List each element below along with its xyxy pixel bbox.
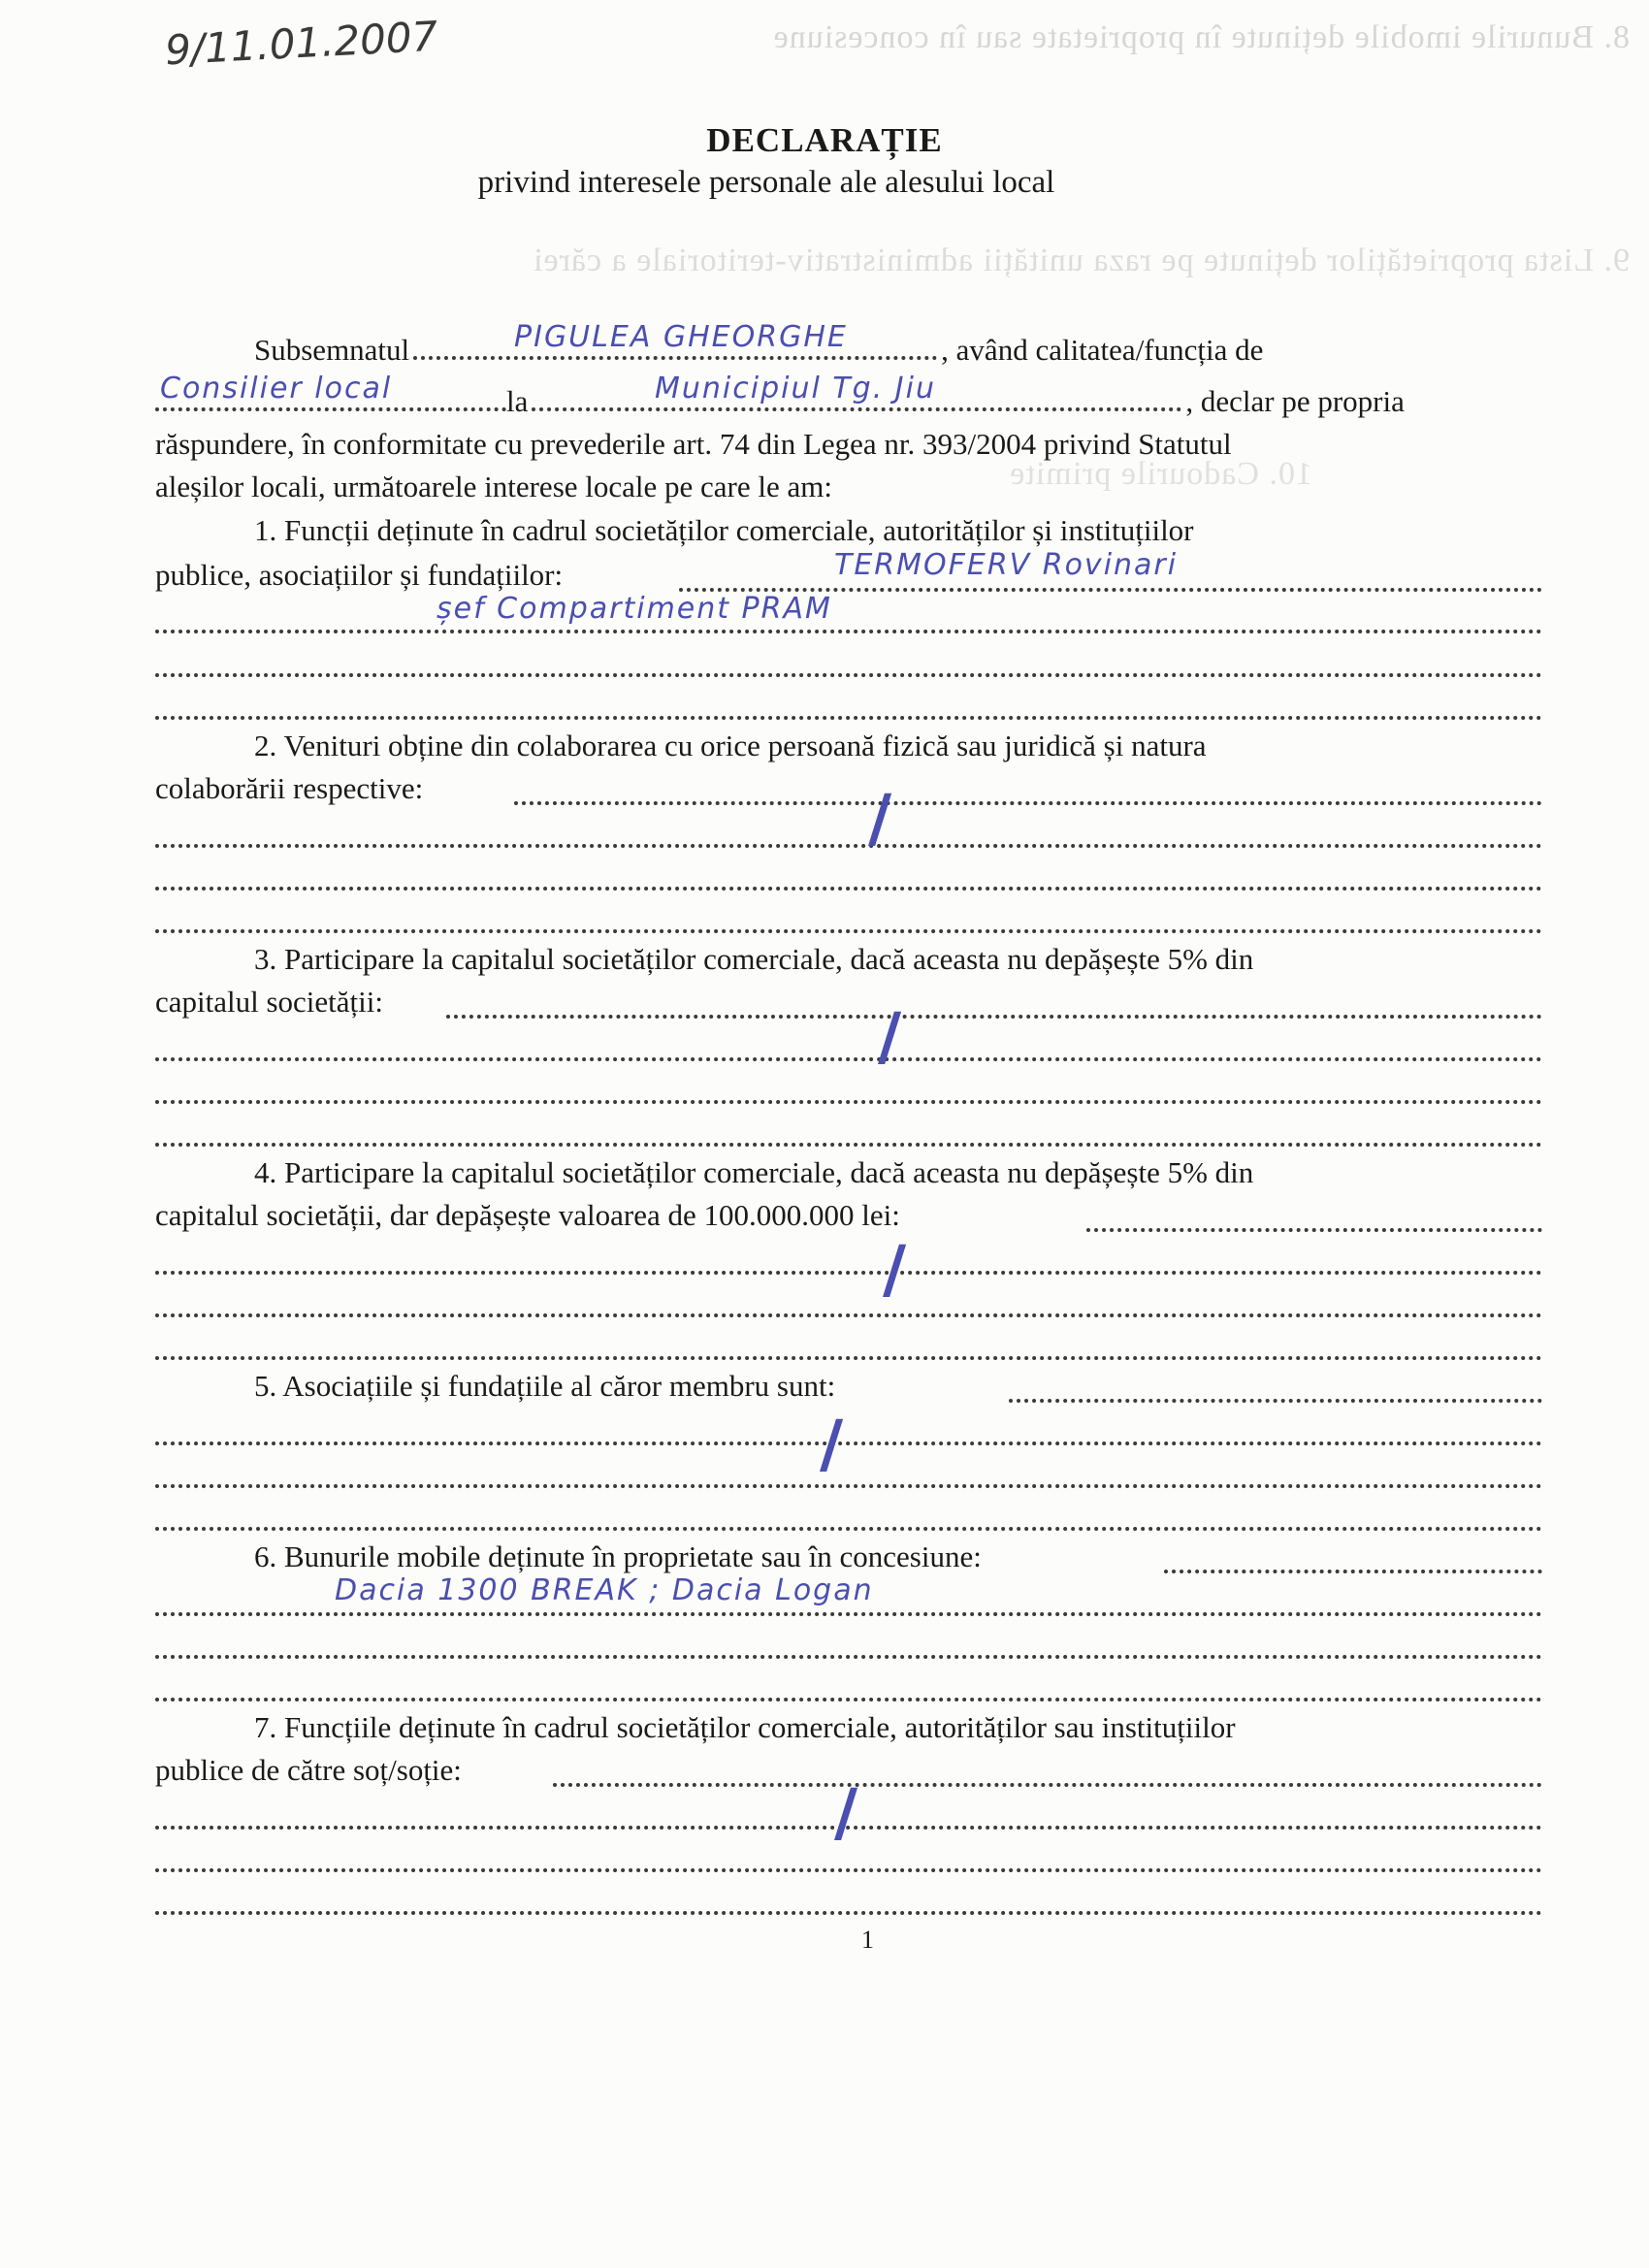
intro-line-1 xyxy=(254,330,1649,371)
dotted-line xyxy=(155,1053,1542,1061)
intro-la-label: la xyxy=(506,384,529,418)
dotted-line xyxy=(155,1139,1542,1147)
bleed-through-text: 10. Cadourile primite xyxy=(1009,456,1312,492)
dotted-line xyxy=(155,669,1542,677)
dotted-line xyxy=(155,1694,1542,1701)
dotted-line xyxy=(155,1438,1542,1445)
section-6-line-1: 6. Bunurile mobile deținute în proprietate sau în concesiune: xyxy=(254,1539,982,1573)
registration-number: 9/11.01.2007 xyxy=(163,12,439,75)
bleed-through-text: 8. Bunurile imobile deținute în proprietate sau în concesiune xyxy=(772,19,1630,55)
section-4-answer: / xyxy=(883,1232,907,1307)
dotted-line xyxy=(514,797,1542,805)
bleed-through-text: 9. Lista proprietăților deținute pe raza unității administrativ-teritoriale a cărei xyxy=(533,243,1630,278)
intro-declar-label: , declar pe propria xyxy=(1185,384,1405,418)
section-3-line-1: 3. Participare la capitalul societăților comerciale, dacă aceasta nu depășește 5% din xyxy=(254,942,1254,976)
dotted-line xyxy=(155,1310,1542,1317)
name-handwritten: PIGULEA GHEORGHE xyxy=(514,320,848,354)
section-2-line-2: colaborării respective: xyxy=(155,771,424,805)
dotted-line xyxy=(446,1011,1542,1019)
intro-subsemnatul-label: Subsemnatul xyxy=(254,333,410,367)
section-5-line-1: 5. Asociațiile și fundațiile al căror membru sunt: xyxy=(254,1369,836,1403)
dotted-line xyxy=(155,840,1542,848)
dotted-line xyxy=(155,1523,1542,1531)
dotted-line xyxy=(155,626,1542,633)
dotted-line xyxy=(155,883,1542,891)
section-3-line-2: capitalul societății: xyxy=(155,985,383,1019)
dotted-line xyxy=(155,1096,1542,1104)
dotted-line xyxy=(155,1651,1542,1659)
section-5-answer: / xyxy=(820,1407,844,1481)
intro-functia-label: , având calitatea/funcția de xyxy=(941,333,1264,367)
dotted-line xyxy=(155,712,1542,720)
page-number: 1 xyxy=(861,1926,874,1954)
section-6-answer: Dacia 1300 BREAK ; Dacia Logan xyxy=(335,1573,874,1607)
dotted-line xyxy=(155,925,1542,933)
document-subtitle: privind interesele personale ale alesului local xyxy=(477,165,1055,200)
dotted-line xyxy=(155,1480,1542,1488)
dotted-line xyxy=(553,1779,1542,1787)
section-2-line-1: 2. Venituri obține din colaborarea cu orice persoană fizică sau juridică și natura xyxy=(254,729,1207,762)
section-4-line-1: 4. Participare la capitalul societăților comerciale, dacă aceasta nu depășește 5% din xyxy=(254,1155,1254,1189)
section-3-answer: / xyxy=(878,999,902,1074)
intro-line-4: aleșilor locali, următoarele interese locale pe care le am: xyxy=(155,470,832,503)
dotted-line xyxy=(155,1267,1542,1275)
intro-line-3: răspundere, în conformitate cu prevederile art. 74 din Legea nr. 393/2004 privind Statutul xyxy=(155,427,1232,461)
dotted-line xyxy=(679,584,1542,592)
dotted-line xyxy=(1086,1224,1542,1232)
section-7-line-2: publice de către soț/soție: xyxy=(155,1753,462,1787)
dotted-line xyxy=(1164,1566,1542,1573)
dotted-line xyxy=(155,1608,1542,1616)
dotted-line xyxy=(155,1352,1542,1360)
section-1-answer-1: TERMOFERV Rovinari xyxy=(834,548,1179,582)
section-7-line-1: 7. Funcțiile deținute în cadrul societăților comerciale, autorităților sau instituțiilor xyxy=(254,1710,1236,1744)
dotted-line xyxy=(1009,1395,1542,1403)
section-1-line-2: publice, asociațiilor și fundațiilor: xyxy=(155,558,564,592)
dotted-line xyxy=(155,1907,1542,1915)
place-field xyxy=(532,407,1181,411)
section-7-answer: / xyxy=(834,1775,858,1850)
section-4-line-2: capitalul societății, dar depășește valoarea de 100.000.000 lei: xyxy=(155,1198,900,1232)
document-title: DECLARAȚIE xyxy=(706,121,943,159)
place-handwritten: Municipiul Tg. Jiu xyxy=(655,372,936,405)
function-field xyxy=(155,407,506,411)
section-1-answer-2: șef Compartiment PRAM xyxy=(436,592,832,626)
dotted-line xyxy=(155,1864,1542,1872)
section-2-answer: / xyxy=(868,781,892,856)
name-field xyxy=(413,356,937,360)
section-1-line-1: 1. Funcții deținute în cadrul societăților comerciale, autorităților și instituțiilor xyxy=(254,513,1194,547)
function-handwritten: Consilier local xyxy=(160,372,393,405)
